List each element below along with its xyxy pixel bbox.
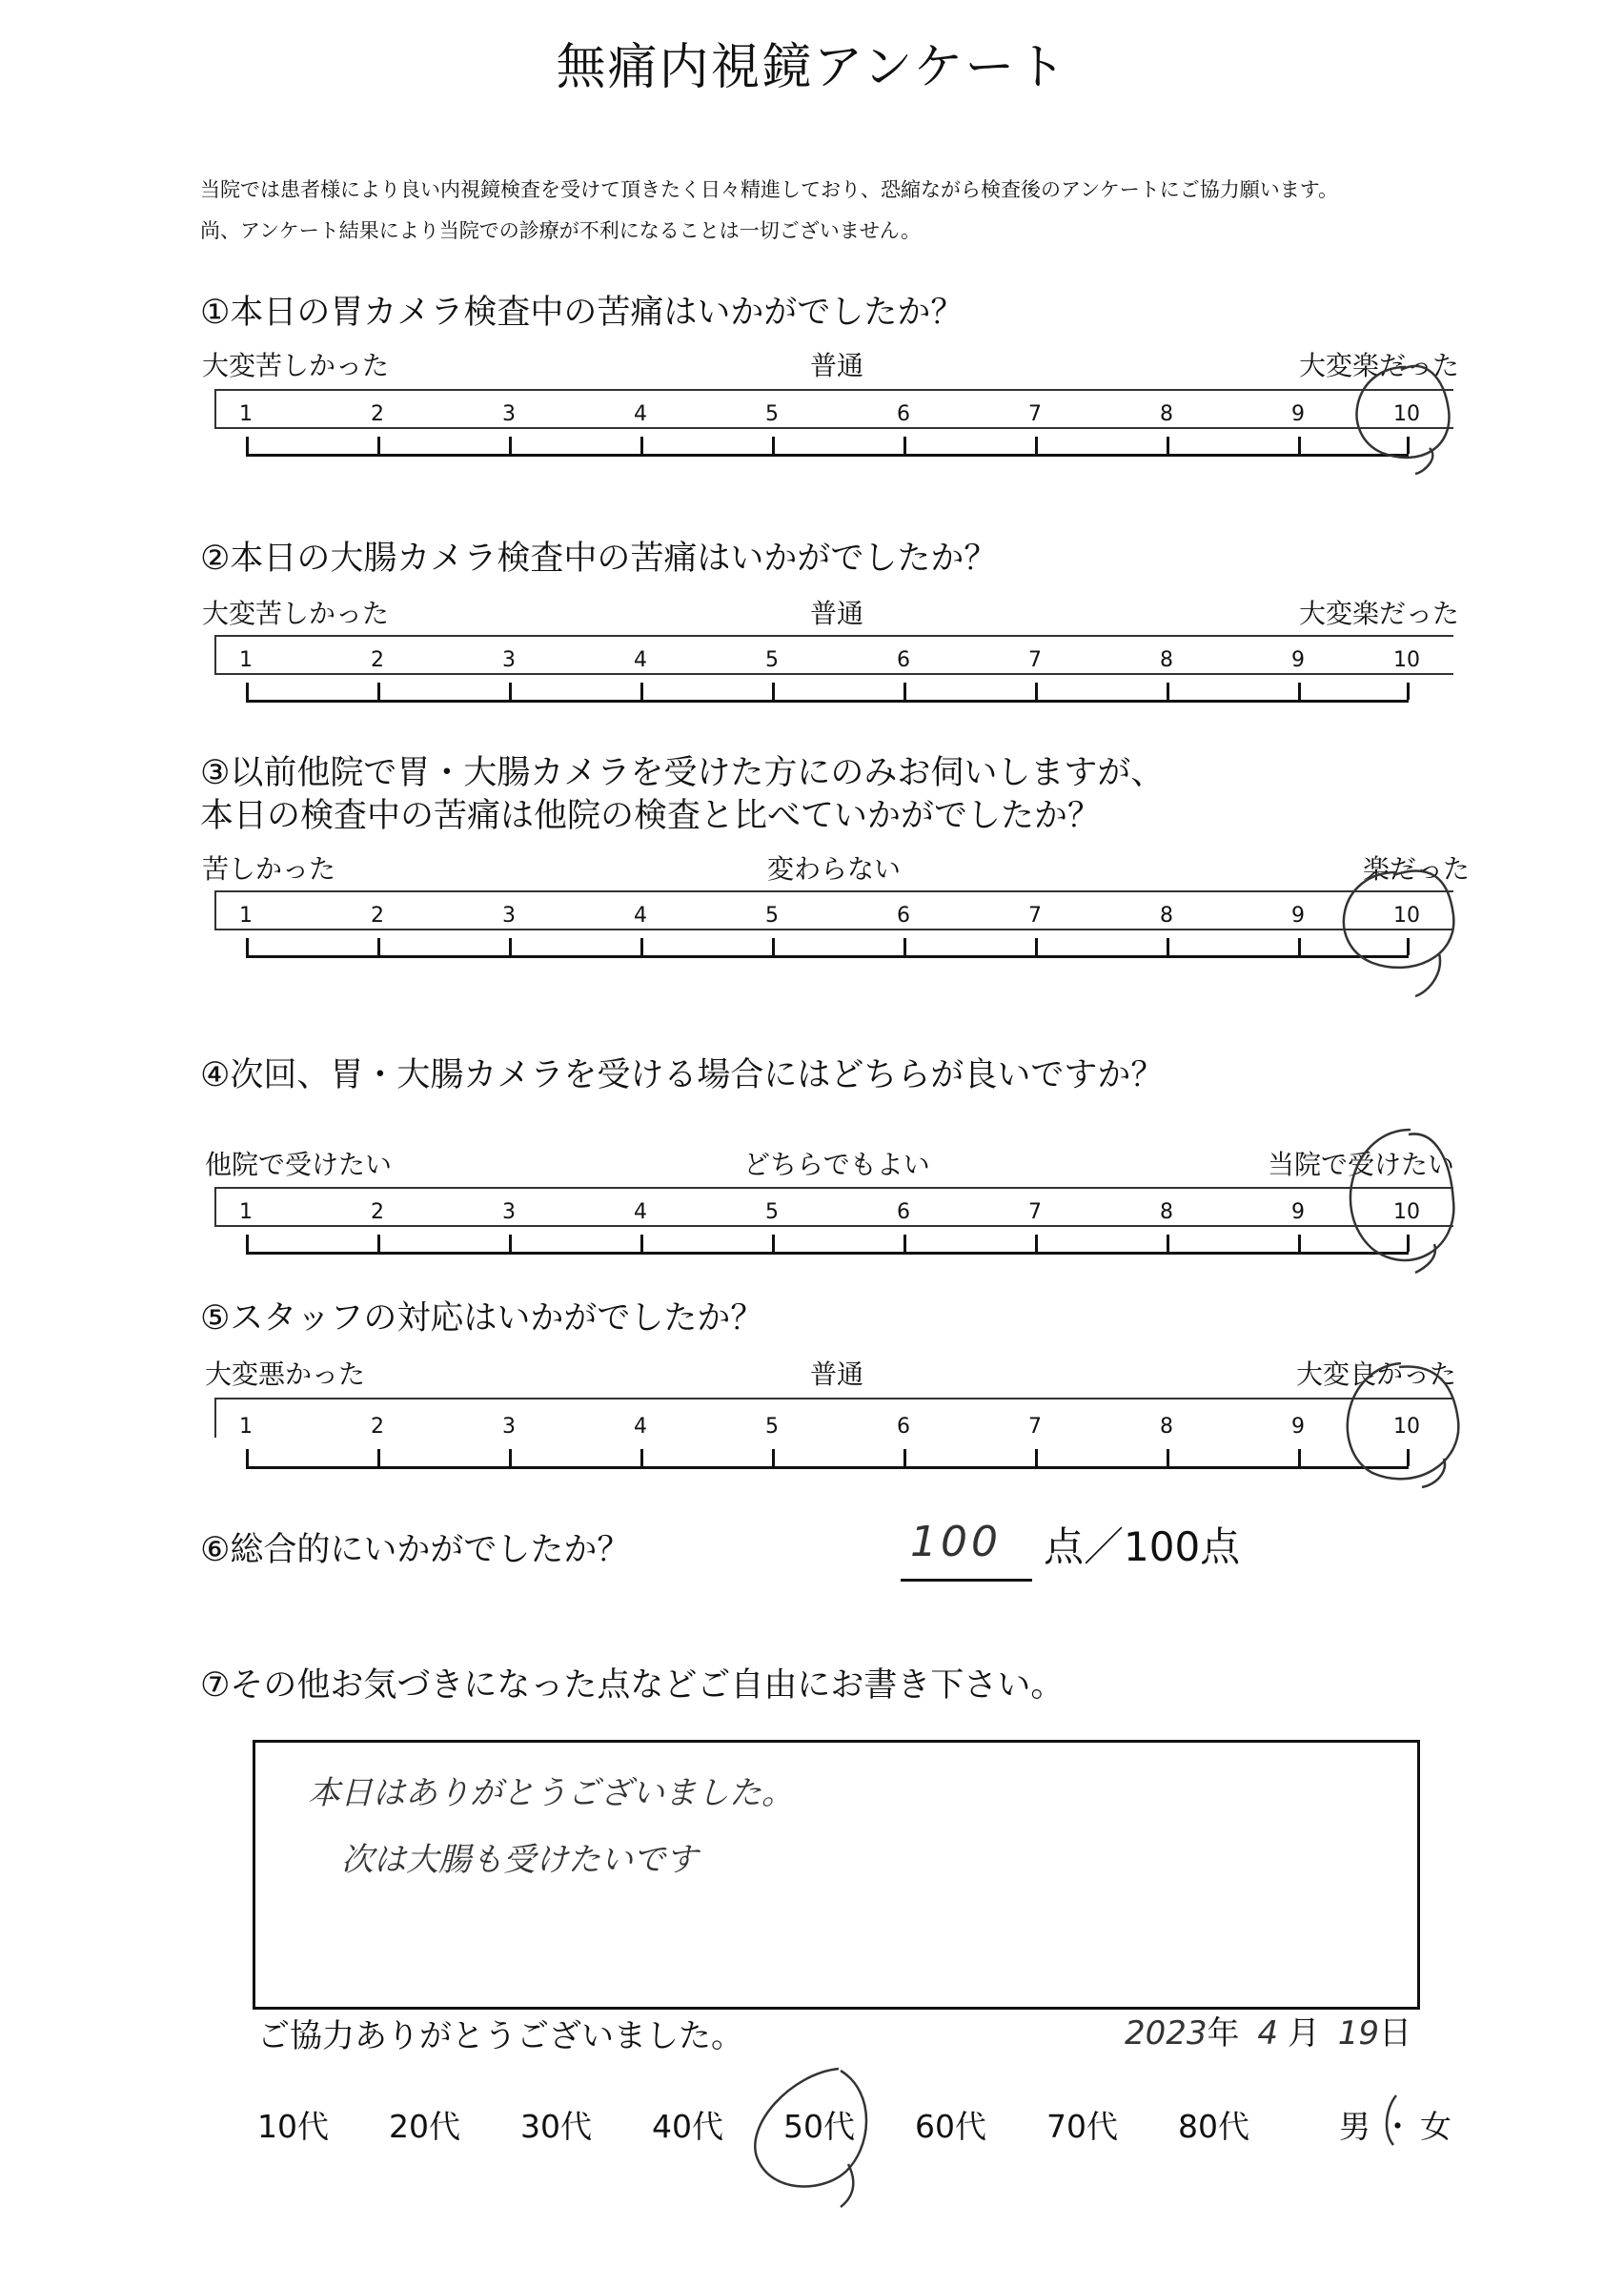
page-title: 無痛内視鏡アンケート xyxy=(556,39,1068,96)
scale-number-8[interactable]: 8 xyxy=(1160,1200,1173,1224)
age-option-20s[interactable]: 20代 xyxy=(389,2108,460,2145)
age-option-40s[interactable]: 40代 xyxy=(652,2108,723,2145)
scale-number-4[interactable]: 4 xyxy=(634,648,647,672)
q4-mid-label: どちらでもよい xyxy=(743,1149,930,1180)
scale-number-3[interactable]: 3 xyxy=(502,1200,516,1224)
scale-number-6[interactable]: 6 xyxy=(897,648,910,672)
scale-number-4[interactable]: 4 xyxy=(634,904,647,928)
scale-number-7[interactable]: 7 xyxy=(1028,1200,1042,1224)
q2-mid-label: 普通 xyxy=(810,598,864,629)
scale-number-10[interactable]: 10 xyxy=(1393,402,1420,426)
scale-number-2[interactable]: 2 xyxy=(371,1415,384,1439)
intro-line-2: 尚、アンケート結果により当院での診療が不利になることは一切ございません。 xyxy=(200,219,921,242)
question-3-line-1: ③以前他院で胃・大腸カメラを受けた方にのみお伺いしますが、 xyxy=(200,754,1165,792)
question-3-line-2: 本日の検査中の苦痛は他院の検査と比べていかがでしたか？ xyxy=(200,797,1102,835)
age-option-10s[interactable]: 10代 xyxy=(257,2108,329,2145)
scale-number-8[interactable]: 8 xyxy=(1160,1415,1173,1439)
age-option-50s[interactable]: 50代 xyxy=(783,2108,855,2145)
q2-right-label: 大変楽だった xyxy=(1299,598,1460,629)
scale-number-10[interactable]: 10 xyxy=(1393,904,1420,928)
q5-left-label: 大変悪かった xyxy=(205,1358,366,1390)
scale-number-4[interactable]: 4 xyxy=(634,1415,647,1439)
gender-separator: ・ xyxy=(1382,2108,1413,2145)
scale-number-6[interactable]: 6 xyxy=(897,1415,910,1439)
date-month: 4 xyxy=(1257,2014,1278,2053)
scale-number-2[interactable]: 2 xyxy=(371,402,384,426)
gender-male[interactable]: 男 xyxy=(1339,2108,1370,2145)
q4-right-label: 当院で受けたい xyxy=(1268,1149,1455,1180)
q1-selection-circle xyxy=(1357,366,1450,474)
question-4: ④次回、胃・大腸カメラを受ける場合にはどちらが良いですか？ xyxy=(200,1056,1165,1094)
scale-number-2[interactable]: 2 xyxy=(371,904,384,928)
age-selection-circle xyxy=(755,2069,866,2207)
scale-number-6[interactable]: 6 xyxy=(897,402,910,426)
thanks-text: ご協力ありがとうございました。 xyxy=(257,2017,743,2055)
scale-number-4[interactable]: 4 xyxy=(634,402,647,426)
date-day-unit: 日 xyxy=(1379,2014,1412,2053)
question-1: ①本日の胃カメラ検査中の苦痛はいかがでしたか？ xyxy=(200,294,964,332)
q3-left-label: 苦しかった xyxy=(202,853,336,885)
q5-right-label: 大変良かった xyxy=(1296,1358,1457,1390)
q3-selection-circle xyxy=(1344,870,1453,996)
q3-right-label: 楽だった xyxy=(1363,853,1471,885)
comment-line-2: 次は大腸も受けたいです xyxy=(341,1841,698,1879)
scale-number-9[interactable]: 9 xyxy=(1291,402,1305,426)
scale-number-4[interactable]: 4 xyxy=(634,1200,647,1224)
scale-number-1[interactable]: 1 xyxy=(239,1415,253,1439)
intro-line-1: 当院では患者様により良い内視鏡検査を受けて頂きたく日々精進しており、恐縮ながら検査後のアンケートにご協力願います。 xyxy=(200,178,1339,201)
date-year: 2023 xyxy=(1125,2014,1208,2053)
scale-number-7[interactable]: 7 xyxy=(1028,402,1042,426)
q6-suffix: 点／100点 xyxy=(1044,1523,1241,1570)
date-day: 19 xyxy=(1337,2014,1380,2053)
q1-right-label: 大変楽だった xyxy=(1299,350,1460,381)
q3-mid-label: 変わらない xyxy=(767,853,902,885)
q2-left-label: 大変苦しかった xyxy=(202,598,390,629)
scale-number-5[interactable]: 5 xyxy=(765,402,779,426)
scale-number-5[interactable]: 5 xyxy=(765,1200,779,1224)
scale-number-1[interactable]: 1 xyxy=(239,904,253,928)
gender-female[interactable]: 女 xyxy=(1420,2108,1451,2145)
scale-number-9[interactable]: 9 xyxy=(1291,1415,1305,1439)
question-2: ②本日の大腸カメラ検査中の苦痛はいかがでしたか？ xyxy=(200,540,998,578)
scale-number-3[interactable]: 3 xyxy=(502,904,516,928)
age-option-70s[interactable]: 70代 xyxy=(1046,2108,1118,2145)
q1-left-label: 大変苦しかった xyxy=(202,350,390,381)
scale-number-8[interactable]: 8 xyxy=(1160,648,1173,672)
q4-selection-circle xyxy=(1350,1130,1453,1273)
q4-left-label: 他院で受けたい xyxy=(205,1149,393,1180)
scale-number-7[interactable]: 7 xyxy=(1028,648,1042,672)
scale-number-7[interactable]: 7 xyxy=(1028,904,1042,928)
scale-number-8[interactable]: 8 xyxy=(1160,402,1173,426)
scale-number-9[interactable]: 9 xyxy=(1291,904,1305,928)
age-option-30s[interactable]: 30代 xyxy=(520,2108,592,2145)
scale-number-10[interactable]: 10 xyxy=(1393,1415,1420,1439)
comment-line-1: 本日はありがとうございました。 xyxy=(308,1774,794,1812)
scale-number-1[interactable]: 1 xyxy=(239,648,253,672)
scale-number-5[interactable]: 5 xyxy=(765,1415,779,1439)
scale-number-2[interactable]: 2 xyxy=(371,1200,384,1224)
scale-number-6[interactable]: 6 xyxy=(897,904,910,928)
scale-number-6[interactable]: 6 xyxy=(897,1200,910,1224)
scale-number-9[interactable]: 9 xyxy=(1291,648,1305,672)
q5-selection-circle xyxy=(1348,1363,1459,1487)
scale-number-10[interactable]: 10 xyxy=(1393,1200,1420,1224)
scale-number-9[interactable]: 9 xyxy=(1291,1200,1305,1224)
age-option-60s[interactable]: 60代 xyxy=(915,2108,986,2145)
scale-number-3[interactable]: 3 xyxy=(502,648,516,672)
scale-number-2[interactable]: 2 xyxy=(371,648,384,672)
scale-number-10[interactable]: 10 xyxy=(1393,648,1420,672)
scale-number-7[interactable]: 7 xyxy=(1028,1415,1042,1439)
scale-number-5[interactable]: 5 xyxy=(765,648,779,672)
date-year-unit: 年 xyxy=(1207,2014,1240,2053)
scale-number-3[interactable]: 3 xyxy=(502,1415,516,1439)
question-5: ⑤スタッフの対応はいかがでしたか？ xyxy=(200,1299,764,1338)
q6-answer-handwritten[interactable]: 100 xyxy=(910,1518,1002,1566)
question-7: ⑦その他お気づきになった点などご自由にお書き下さい。 xyxy=(200,1666,1065,1705)
scale-number-8[interactable]: 8 xyxy=(1160,904,1173,928)
q5-mid-label: 普通 xyxy=(810,1358,864,1390)
gender-selection-circle xyxy=(1387,2095,1396,2145)
q1-mid-label: 普通 xyxy=(810,350,864,381)
date-month-unit: 月 xyxy=(1287,2014,1320,2053)
age-option-80s[interactable]: 80代 xyxy=(1178,2108,1249,2145)
question-6: ⑥総合的にいかがでしたか？ xyxy=(200,1531,631,1569)
scale-number-1[interactable]: 1 xyxy=(239,1200,253,1224)
scale-number-3[interactable]: 3 xyxy=(502,402,516,426)
scale-number-1[interactable]: 1 xyxy=(239,402,253,426)
scale-number-5[interactable]: 5 xyxy=(765,904,779,928)
